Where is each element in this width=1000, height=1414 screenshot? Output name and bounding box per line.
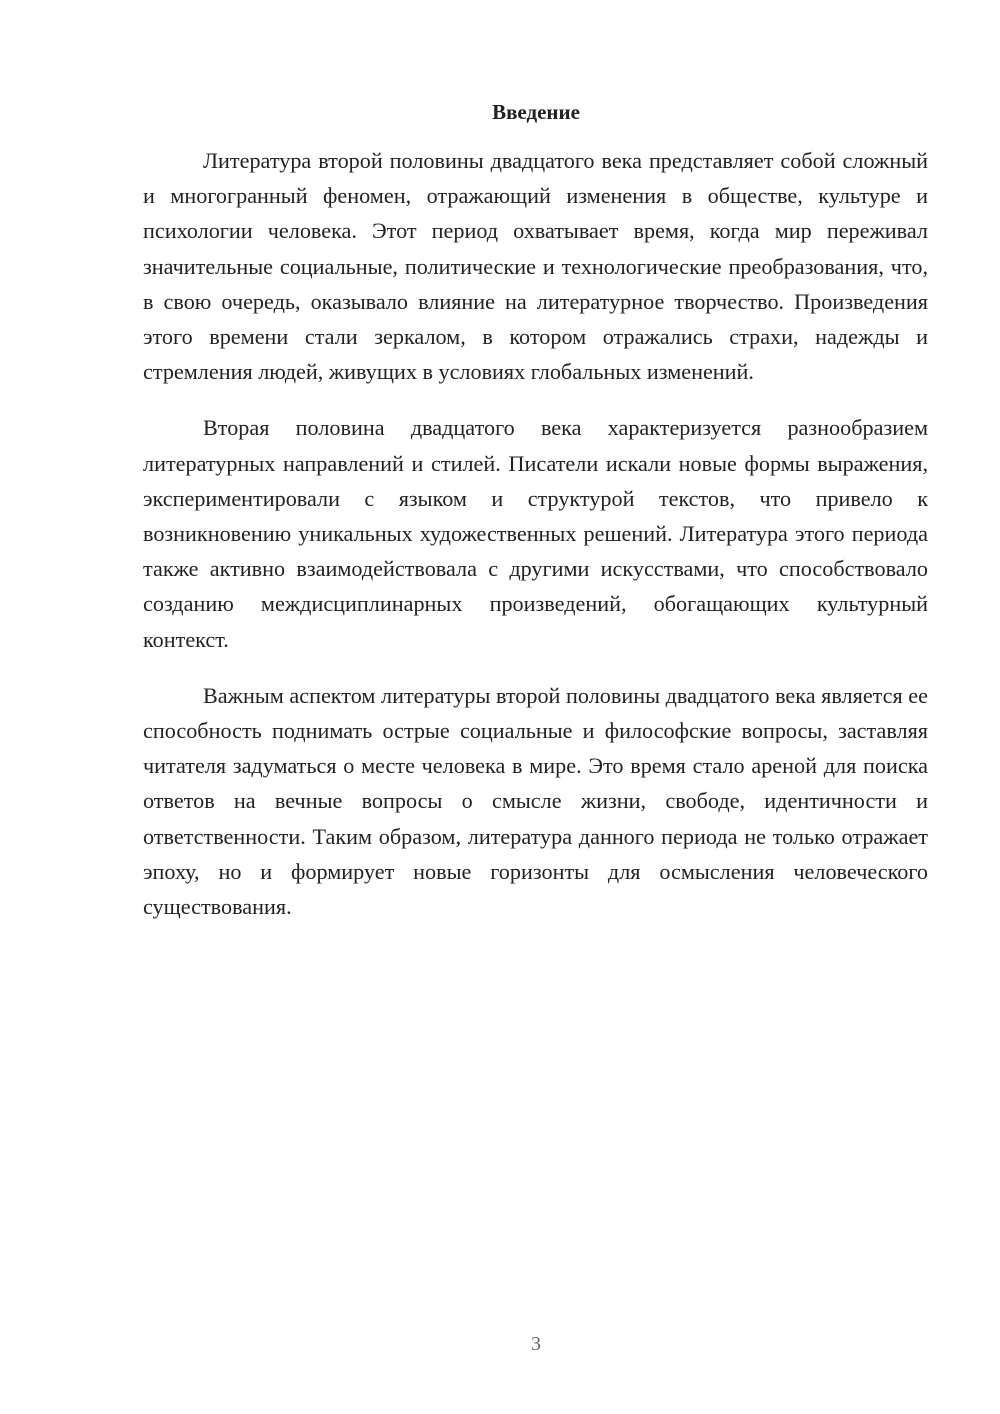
paragraph-2: Вторая половина двадцатого века характеризуется разнообразием литературных направлений и стилей. Писатели искали новые формы выражения, экспериментировали с языком и структурой текстов, что привело к возникновению уникальных художественных решений. Литература этого периода также активно взаимодействовала с другими искусствами, что способствовало созданию междисциплинарных произведений, обогащающих культурный контекст. [143,415,928,652]
body-text [143,143,928,945]
paragraph-3: Важным аспектом литературы второй половины двадцатого века является ее способность поднимать острые социальные и философские вопросы, заставляя читателя задуматься о месте человека в мире. Это время стало ареной для поиска ответов на вечные вопросы о смысле жизни, свободе, идентичности и ответственности. Таким образом, литература данного периода не только отражает эпоху, но и формирует новые горизонты для осмысления человеческого существования. [143,682,928,920]
paragraph-1: Литература второй половины двадцатого века представляет собой сложный и многогранный феномен, отражающий изменения в обществе, культуре и психологии человека. Этот период охватывает время, когда мир переживал значительные социальные, политические и технологические преобразования, что, в свою очередь, оказывало влияние на литературное творчество. Произведения этого времени стали зеркалом, в котором отражались страхи, надежды и стремления людей, живущих в условиях глобальных изменений. [143,148,928,385]
page-number: 3 [531,1333,541,1355]
page-title: Введение [492,100,580,124]
